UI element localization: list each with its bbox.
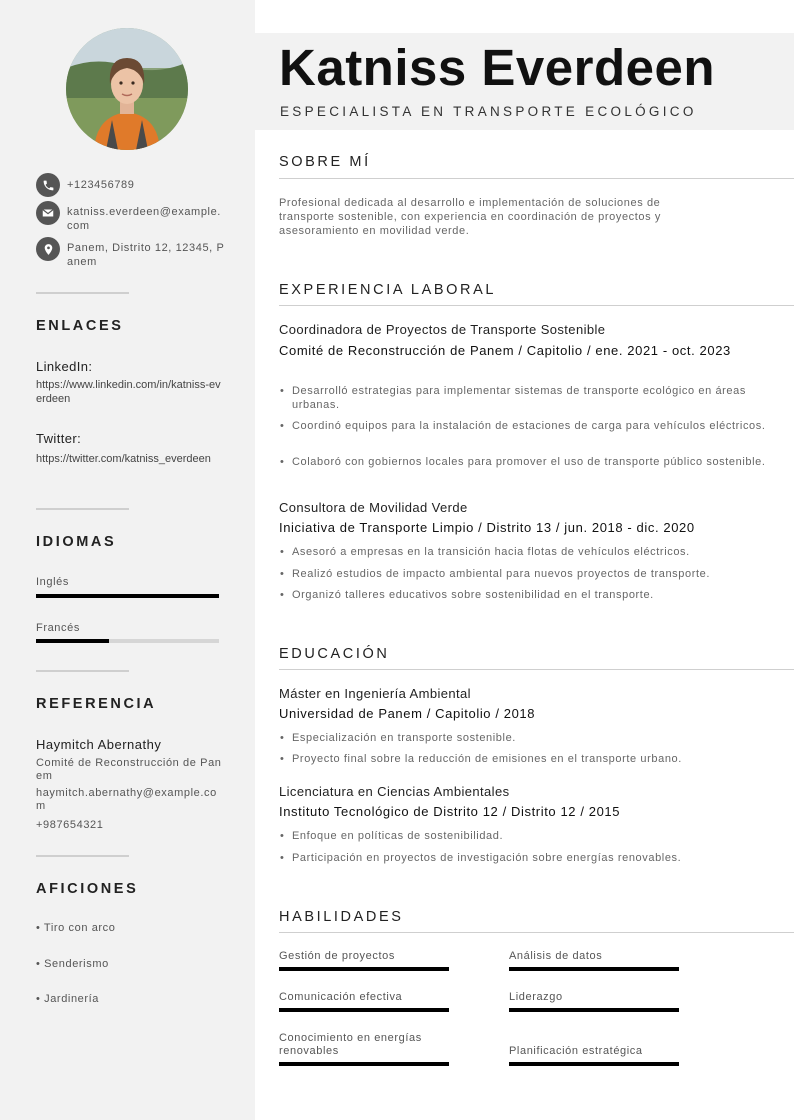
skill-level-bar [509,1008,679,1012]
section-divider [279,178,794,179]
hobbies-heading: AFICIONES [36,881,139,897]
list-item: • Desarrolló estrategias para implementar sistemas de transporte ecológico en áreas urbanas. [280,385,746,411]
skill-name: Planificación estratégica [509,1045,643,1057]
about-heading: SOBRE MÍ [279,154,371,170]
about-text: Profesional dedicada al desarrollo e implementación de soluciones de transporte sostenible, con experiencia en coordinación de proyectos y asesoramiento en movilidad verde. [279,197,661,237]
job-organization: Iniciativa de Transporte Limpio / Distrito 13 / jun. 2018 - dic. 2020 [279,520,695,535]
profile-photo [66,28,188,150]
person-name: Katniss Everdeen [279,39,716,96]
links-heading: ENLACES [36,318,124,334]
skill-name: Gestión de proyectos [279,950,395,962]
skill-name: Comunicación efectiva [279,991,403,1003]
skill-name: Liderazgo [509,991,563,1003]
degree-title: Máster en Ingeniería Ambiental [279,686,471,701]
skill-level-bar [509,1062,679,1066]
degree-institution: Universidad de Panem / Capitolio / 2018 [279,706,536,721]
list-item: • Especialización en transporte sostenible. [280,732,516,744]
contact-email [36,201,226,233]
skill-level-bar [509,967,679,971]
contact-address [36,237,226,269]
section-divider [279,669,794,670]
reference-name: Haymitch Abernathy [36,737,162,752]
reference-heading: REFERENCIA [36,696,157,712]
sidebar [0,0,255,1120]
sidebar-divider [36,292,129,294]
list-item: • Organizó talleres educativos sobre sostenibilidad en el transporte. [280,589,654,601]
job-position: Coordinadora de Proyectos de Transporte Sostenible [279,322,606,337]
address-text: Panem, Distrito 12, 12345, Panem [67,242,225,268]
list-item: • Realizó estudios de impacto ambiental para nuevos proyectos de transporte. [280,568,711,580]
sidebar-divider [36,855,129,857]
list-item: • Coordinó equipos para la instalación de estaciones de carga para vehículos eléctricos. [280,420,766,432]
list-item: • Enfoque en políticas de sostenibilidad. [280,830,504,842]
phone-icon [36,173,60,197]
degree-institution: Instituto Tecnológico de Distrito 12 / Distrito 12 / 2015 [279,804,621,819]
section-divider [279,932,794,933]
hobby-item: • Jardinería [36,993,100,1005]
language-name: Inglés [36,576,69,588]
twitter-link[interactable]: https://twitter.com/katniss_everdeen [36,453,211,465]
job-title: ESPECIALISTA EN TRANSPORTE ECOLÓGICO [280,104,697,119]
list-item: • Colaboró con gobiernos locales para promover el uso de transporte público sostenible. [280,456,766,468]
sidebar-divider [36,508,129,510]
twitter-label: Twitter: [36,431,82,446]
envelope-icon [36,201,60,225]
language-level-bar [36,594,219,598]
job-organization: Comité de Reconstrucción de Panem / Capitolio / ene. 2021 - oct. 2023 [279,343,731,358]
skill-name: Conocimiento en energías renovables [279,1032,422,1057]
skill-name: Análisis de datos [509,950,603,962]
language-level-bar [36,639,219,643]
language-level-fill [36,639,109,643]
sidebar-divider [36,670,129,672]
skills-heading: HABILIDADES [279,909,404,925]
reference-org: Comité de Reconstrucción de Panem [36,757,222,782]
email-text[interactable]: katniss.everdeen@example.com [67,206,221,232]
list-item: • Participación en proyectos de investigación sobre energías renovables. [280,852,682,864]
skill-level-bar [279,967,449,971]
hobby-item: • Tiro con arco [36,922,116,934]
experience-heading: EXPERIENCIA LABORAL [279,282,497,298]
reference-email[interactable]: haymitch.abernathy@example.com [36,787,217,812]
degree-title: Licenciatura en Ciencias Ambientales [279,784,510,799]
list-item: • Asesoró a empresas en la transición hacia flotas de vehículos eléctricos. [280,546,690,558]
phone-text: +123456789 [67,179,135,191]
list-item: • Proyecto final sobre la reducción de emisiones en el transporte urbano. [280,753,682,765]
contact-phone [36,173,226,197]
education-heading: EDUCACIÓN [279,646,390,662]
hobby-item: • Senderismo [36,958,109,970]
language-name: Francés [36,622,80,634]
skill-level-bar [279,1008,449,1012]
section-divider [279,305,794,306]
skill-level-bar [279,1062,449,1066]
linkedin-label: LinkedIn: [36,359,93,374]
location-pin-icon [36,237,60,261]
reference-phone: +987654321 [36,819,104,831]
job-position: Consultora de Movilidad Verde [279,500,468,515]
language-level-fill [36,594,219,598]
languages-heading: IDIOMAS [36,534,117,550]
linkedin-link[interactable]: https://www.linkedin.com/in/katniss-everdeen [36,379,221,405]
